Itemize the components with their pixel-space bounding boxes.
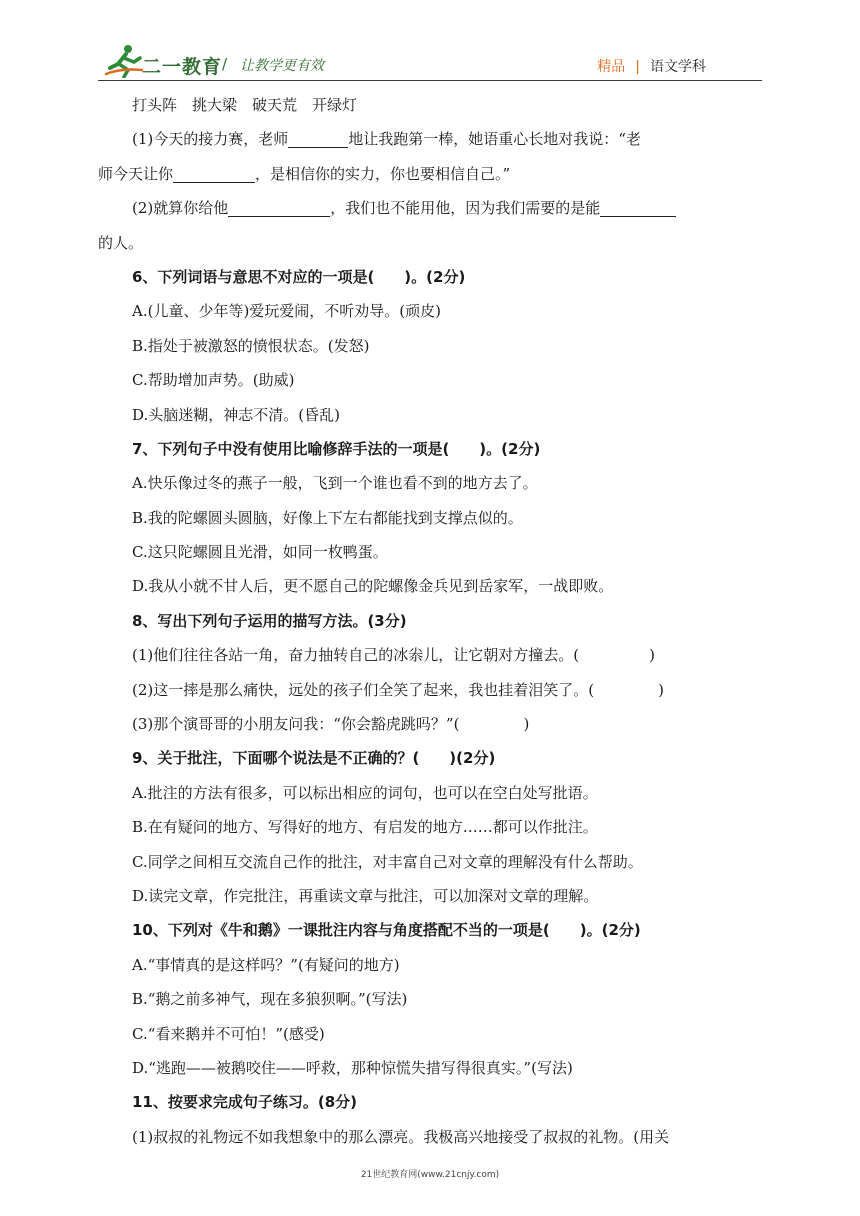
runner-logo-icon xyxy=(104,44,144,78)
document-body xyxy=(98,88,764,1154)
q8-item-2: (2)这一摔是那么痛快，远处的孩子们全笑了起来，我也挂着泪笑了。( ) xyxy=(132,680,664,699)
q5-sentence-1: (1)今天的接力赛，老师 地让我跑第一棒，她语重心长地对我说：“老 xyxy=(98,122,764,156)
option-a: A.批注的方法有很多，可以标出相应的词句，也可以在空白处写批语。 xyxy=(132,783,598,802)
answer-blank[interactable] xyxy=(173,162,255,183)
answer-blank[interactable] xyxy=(600,196,676,217)
q5-sentence-1-cont: 师今天让你 ，是相信你的实力，你也要相信自己。” xyxy=(98,157,764,191)
option-b: B.在有疑问的地方、写得好的地方、有启发的地方……都可以作批注。 xyxy=(132,818,598,837)
q5-sentence-2-cont: 的人。 xyxy=(98,233,144,252)
option-d: D.头脑迷糊，神志不清。(昏乱) xyxy=(132,405,340,424)
word-bank: 打头阵 挑大梁 破天荒 开绿灯 xyxy=(132,96,358,114)
option-a: A.(儿童、少年等)爱玩爱闹，不听劝导。(顽皮) xyxy=(132,302,442,321)
option-a: A.“事情真的是这样吗？”(有疑问的地方) xyxy=(132,955,400,974)
option-c: C.帮助增加声势。(助威) xyxy=(132,371,295,390)
header-divider xyxy=(98,80,762,81)
quality-badge: 精品 xyxy=(597,59,626,75)
option-d: D.“逃跑——被鹅咬住——呼救，那种惊慌失措写得很真实。”(写法) xyxy=(132,1058,573,1077)
option-c: C.这只陀螺圆且光滑，如同一枚鸭蛋。 xyxy=(132,543,388,562)
question-10-title: 10、下列对《牛和鹅》一课批注内容与角度搭配不当的一项是( )。(2分) xyxy=(132,921,641,940)
slogan-separator: / xyxy=(222,55,228,73)
option-a: A.快乐像过冬的燕子一般，飞到一个谁也看不到的地方去了。 xyxy=(132,474,538,493)
header-separator: | xyxy=(635,59,640,75)
answer-blank[interactable] xyxy=(228,196,330,217)
q11-item-1: (1)叔叔的礼物远不如我想象中的那么漂亮。我极高兴地接受了叔叔的礼物。(用关 xyxy=(132,1127,670,1146)
option-c: C.同学之间相互交流自己作的批注，对丰富自己对文章的理解没有什么帮助。 xyxy=(132,852,643,871)
question-9-title: 9、关于批注，下面哪个说法是不正确的？( )(2分) xyxy=(132,749,496,768)
question-11-title: 11、按要求完成句子练习。(8分) xyxy=(132,1093,358,1112)
question-6-title: 6、下列词语与意思不对应的一项是( )。(2分) xyxy=(132,267,466,286)
header-right xyxy=(597,56,706,76)
option-b: B.我的陀螺圆头圆脑，好像上下左右都能找到支撑点似的。 xyxy=(132,508,523,527)
q8-item-3: (3)那个演哥哥的小朋友问我：“你会豁虎跳吗？”( ) xyxy=(132,715,530,734)
question-7-title: 7、下列句子中没有使用比喻修辞手法的一项是( )。(2分) xyxy=(132,439,541,458)
answer-blank[interactable] xyxy=(288,127,348,148)
slogan: 让教学更有效 xyxy=(240,58,324,74)
q5-sentence-2: (2)就算你给他 ，我们也不能用他，因为我们需要的是能 xyxy=(98,191,764,225)
q8-item-1: (1)他们往往各站一角，奋力抽转自己的冰尜儿，让它朝对方撞去。( ) xyxy=(132,646,655,665)
question-8-title: 8、写出下列句子运用的描写方法。(3分) xyxy=(132,611,407,630)
subject-label: 语文学科 xyxy=(650,59,706,75)
option-b: B.指处于被激怒的愤恨状态。(发怒) xyxy=(132,336,370,355)
page-footer: 21世纪教育网(www.21cnjy.com) xyxy=(360,1170,500,1180)
page-header xyxy=(0,0,860,86)
option-d: D.我从小就不甘人后，更不愿自己的陀螺像金兵见到岳家军，一战即败。 xyxy=(132,577,614,596)
option-c: C.“看来鹅并不可怕！”(感受) xyxy=(132,1024,325,1043)
option-d: D.读完文章，作完批注，再重读文章与批注，可以加深对文章的理解。 xyxy=(132,886,599,905)
logo-text: 二一教育 xyxy=(142,56,223,78)
option-b: B.“鹅之前多神气，现在多狼狈啊。”(写法) xyxy=(132,990,408,1009)
